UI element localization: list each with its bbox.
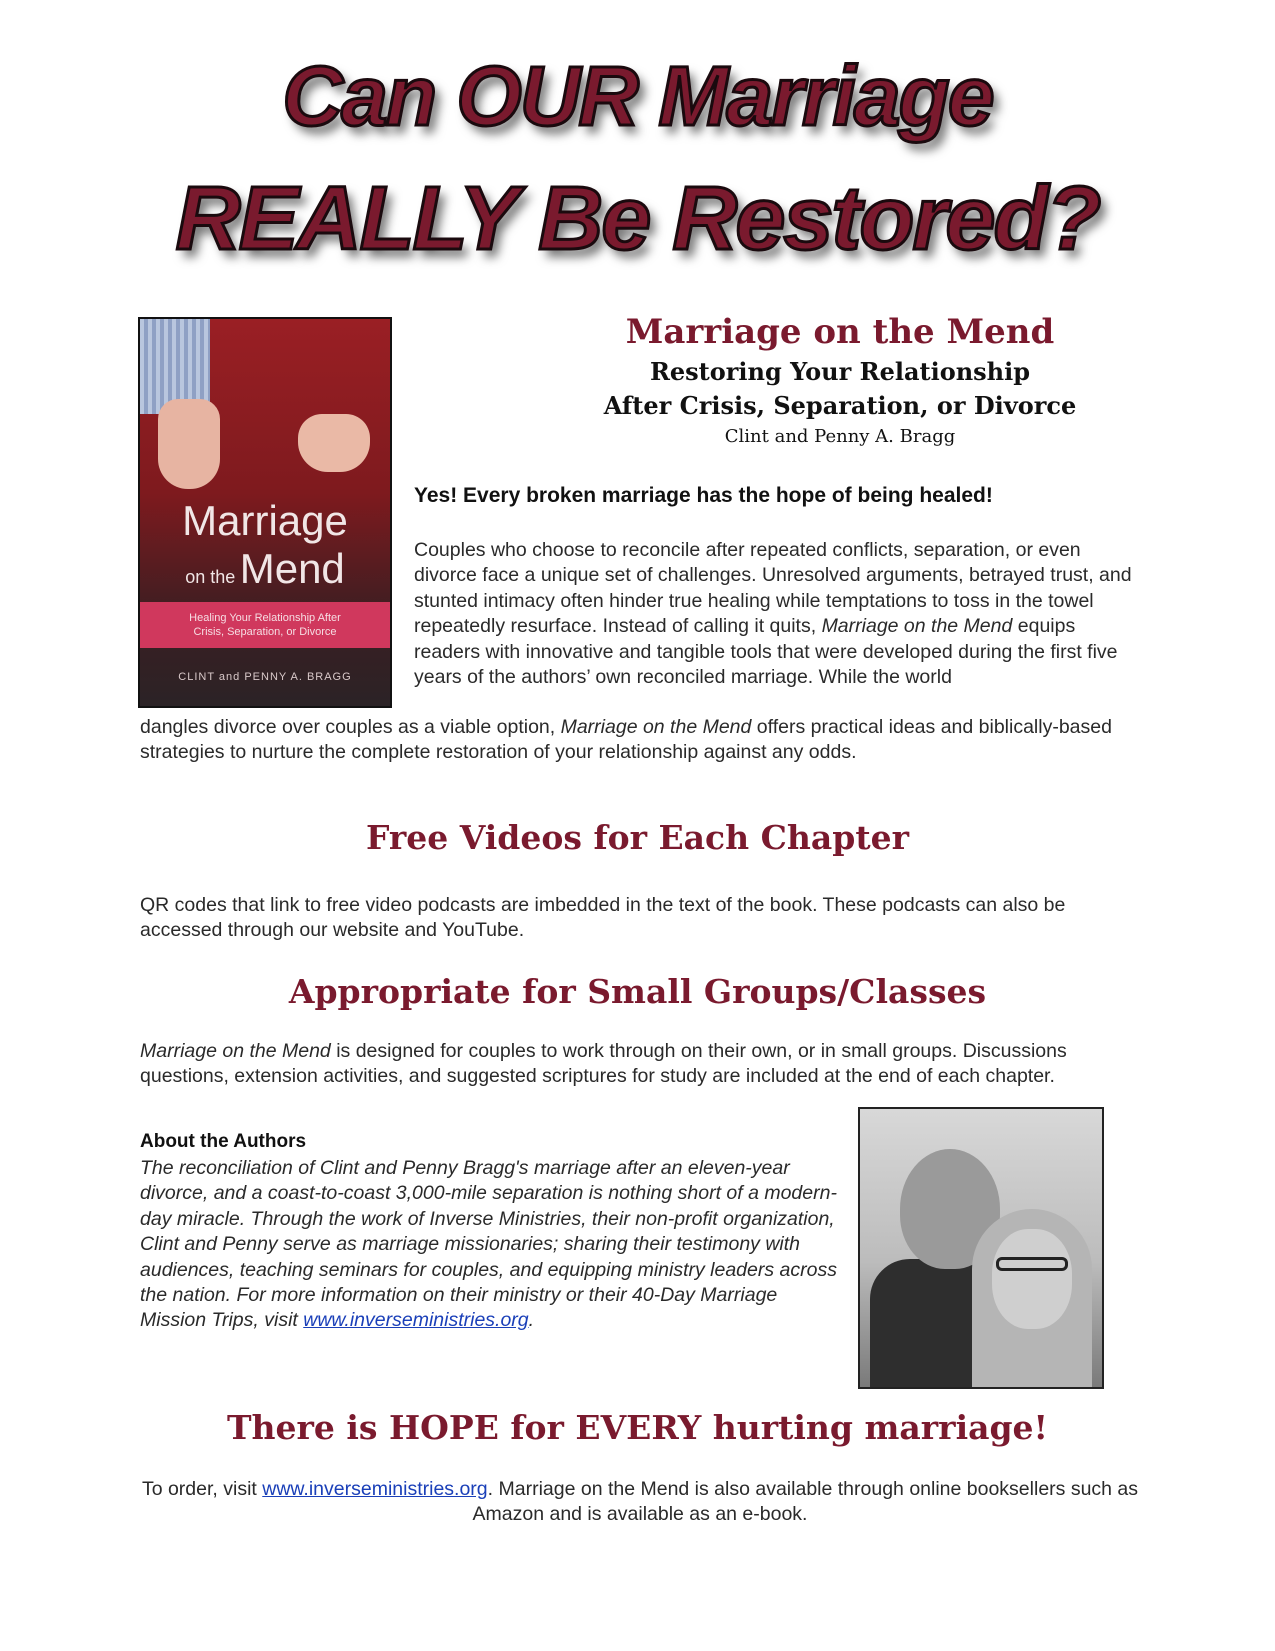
description-part-3: dangles divorce over couples as a viable option, [140, 716, 561, 738]
description-part-2: equips readers with innovative and tangible tools that were developed during the first five years of the authors’ own reconciled marriage. While the world [414, 615, 1118, 689]
order-suffix: . Marriage on the Mend is also available through online booksellers such as Amazon and is available as an e-book. [472, 1478, 1139, 1526]
about-body: The reconciliation of Clint and Penny Bragg's marriage after an eleven-year divorce, and a coast-to-coast 3,000-mile separation is nothing short of a modern-day miracle. Through the work of Inverse Ministries, their non-profit organization, Clint and Penny serve as marriage missionaries; sharing their testimony with audiences, teaching seminars for couples, and equipping ministry leaders across the nation. For more information on their ministry or their 40-Day Marriage Mission Trips, visit [140, 1157, 837, 1332]
cover-hand-left [158, 399, 220, 489]
description-book-title-2: Marriage on the Mend [560, 716, 752, 738]
cover-title-marriage: Marriage [182, 497, 348, 544]
cover-authors: CLINT and PENNY A. BRAGG [178, 671, 352, 683]
order-website-link[interactable]: www.inverseministries.org [262, 1478, 488, 1500]
description-top [414, 538, 1134, 690]
book-subtitle-line-2: After Crisis, Separation, or Divorce [603, 391, 1077, 420]
groups-heading: Appropriate for Small Groups/Classes [288, 972, 987, 1011]
hope-heading: There is HOPE for EVERY hurting marriage! [226, 1408, 1049, 1447]
book-title: Marriage on the Mend [625, 312, 1055, 352]
cover-title-mend [140, 545, 390, 593]
description-bottom [140, 715, 1140, 766]
cover-hand-right [298, 414, 370, 472]
order-prefix: To order, visit [141, 1478, 263, 1500]
groups-body: is designed for couples to work through on their own, or in small groups. Discussions questions, extension activities, and suggested scriptures for study are included at the end of each chapter. [140, 1040, 1067, 1088]
cover-band-line-2: Crisis, Separation, or Divorce [193, 626, 337, 638]
book-byline: Clint and Penny A. Bragg [724, 426, 956, 447]
videos-heading: Free Videos for Each Chapter [366, 818, 909, 857]
cover-band [140, 602, 390, 648]
cover-title-on-the: on the [185, 567, 236, 587]
groups-book-title: Marriage on the Mend [140, 1040, 331, 1062]
description-part-1: Couples who choose to reconcile after repeated conflicts, separation, or even divorce face a unique set of challenges. Unresolved arguments, betrayed trust, and stunted intimacy often hinder true healing while temptations to toss in the towel repeatedly resurface. Instead of calling it quits, [414, 539, 1132, 638]
description-part-4: offers practical ideas and biblically-based strategies to nurture the complete restoration of your relationship against any odds. [140, 716, 1112, 764]
book-subtitle-line-1: Restoring Your Relationship [649, 357, 1031, 386]
order-text [140, 1477, 1140, 1528]
photo-glasses [996, 1257, 1068, 1271]
about-text [140, 1156, 840, 1334]
photo-woman-face [992, 1229, 1072, 1329]
cover-title-mend-word: Mend [239, 545, 345, 592]
description-book-title-1: Marriage on the Mend [821, 615, 1013, 638]
groups-text [140, 1039, 1140, 1090]
headline-line-2: REALLY Be Restored? [175, 169, 1100, 269]
videos-text: QR codes that link to free video podcasts are imbedded in the text of the book. These podcasts can also be accessed through our website and YouTube. [140, 894, 1066, 942]
cover-band-line-1: Healing Your Relationship After [189, 612, 341, 624]
tagline: Yes! Every broken marriage has the hope of being healed! [414, 484, 993, 507]
about-website-link[interactable]: www.inverseministries.org [303, 1309, 529, 1332]
book-cover-image [138, 317, 392, 708]
authors-photo [858, 1107, 1104, 1389]
about-end: . [528, 1309, 535, 1332]
about-heading: About the Authors [140, 1131, 307, 1152]
headline-line-1: Can OUR Marriage [282, 49, 993, 143]
